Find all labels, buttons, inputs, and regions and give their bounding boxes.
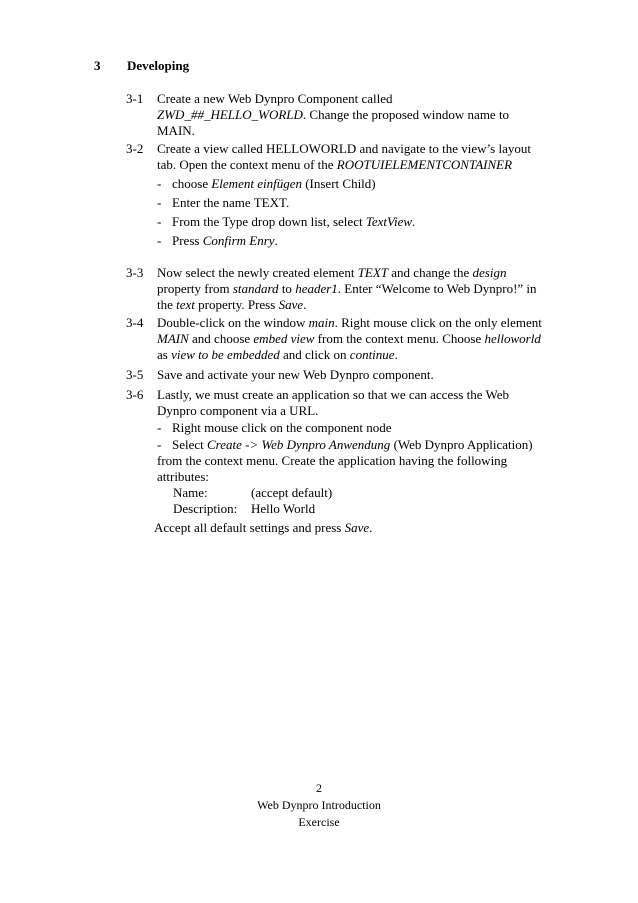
step-number: 3-5 (126, 367, 144, 382)
attribute-key: Description: (173, 501, 238, 516)
bullet-dash: - (157, 233, 162, 248)
step-line-emphasis: design (472, 265, 507, 280)
sub-step-emphasis: TextView (365, 214, 413, 229)
step-line-text: and choose (188, 331, 254, 346)
step-line-text: MAIN. (157, 123, 195, 138)
step-list (126, 91, 556, 536)
footer-title: Web Dynpro Introduction (257, 798, 381, 812)
section-number: 3 (94, 58, 101, 73)
step-line-text: tab. Open the context menu of the (157, 157, 337, 172)
step-line (157, 157, 556, 173)
step-line-text: the (157, 297, 177, 312)
bullet-dash: - (157, 214, 162, 229)
step-line-emphasis: header1 (295, 281, 338, 296)
step-line (157, 469, 556, 485)
step-number: 3-1 (126, 91, 144, 106)
bullet-dash: - (157, 176, 162, 191)
step-line-text: Double-click on the window (157, 315, 309, 330)
step-line-emphasis: standard (232, 281, 279, 296)
sub-step-text: . (274, 233, 278, 248)
step-line-emphasis: embed view (253, 331, 315, 346)
step-line-emphasis: helloworld (484, 331, 541, 346)
sub-step-emphasis: Confirm Enry (202, 233, 275, 248)
step-line-text: . (394, 347, 398, 362)
step-line-text: . Right mouse click on the only element (334, 315, 542, 330)
step-3-4 (126, 315, 556, 363)
step-line-emphasis: text (176, 297, 195, 312)
sub-step (157, 195, 556, 211)
bullet-dash: - (157, 195, 162, 210)
step-line-text: from the context menu. Choose (314, 331, 485, 346)
sub-step-text: From the Type drop down list, select (172, 214, 366, 229)
sub-step (157, 214, 556, 230)
step-number: 3-6 (126, 387, 144, 402)
step-3-6 (126, 387, 556, 536)
step-line-text: from the context menu. Create the application having the following (157, 453, 508, 468)
sub-step-text: (Insert Child) (301, 176, 376, 191)
sub-step-emphasis: Element einfügen (211, 176, 302, 191)
step-3-3 (126, 265, 556, 313)
step-line (157, 123, 556, 139)
attribute-key: Name: (173, 485, 208, 500)
sub-step-text: choose (172, 176, 212, 191)
step-line-emphasis: view to be embedded (171, 347, 280, 362)
attribute-row (157, 485, 556, 501)
step-line-emphasis: ZWD_##_HELLO_WORLD (157, 107, 303, 122)
closing-line (154, 520, 556, 536)
sub-step-emphasis: Create -> Web Dynpro Anwendung (207, 437, 391, 452)
step-line-text: and click on (279, 347, 350, 362)
sub-step-text: (Web Dynpro Application) (390, 437, 533, 452)
step-line (157, 315, 556, 331)
step-line-text: Save and activate your new Web Dynpro component. (157, 367, 434, 382)
sub-step (157, 420, 556, 436)
step-line-text: . Change the proposed window name to (302, 107, 510, 122)
sub-step-text: . (412, 214, 416, 229)
sub-step-text: Enter the name TEXT. (172, 195, 290, 210)
step-line (157, 367, 556, 383)
bullet-dash: - (157, 437, 162, 452)
step-line (157, 331, 556, 347)
step-line (157, 265, 556, 281)
step-line (157, 403, 556, 419)
step-line (157, 387, 556, 403)
sub-step (157, 233, 556, 249)
step-line (157, 141, 556, 157)
step-line-emphasis: MAIN (157, 331, 189, 346)
sub-step-text: Press (172, 233, 203, 248)
step-number: 3-3 (126, 265, 144, 280)
step-line (157, 281, 556, 297)
step-number: 3-4 (126, 315, 144, 330)
attribute-value: Hello World (251, 501, 316, 516)
sub-step-text: Right mouse click on the component node (172, 420, 392, 435)
attribute-value: (accept default) (251, 485, 333, 500)
step-line-emphasis: ROOTUIELEMENTCONTAINER (336, 157, 513, 172)
step-line-text: . Enter “Welcome to Web Dynpro!” in (337, 281, 537, 296)
step-line (157, 91, 556, 107)
page-footer (0, 780, 638, 831)
step-line-text: to (278, 281, 296, 296)
step-line-emphasis: TEXT (357, 265, 389, 280)
step-line (157, 107, 556, 123)
step-line (157, 453, 556, 469)
step-line-emphasis: continue (349, 347, 395, 362)
step-line-emphasis: main (308, 315, 335, 330)
step-line-text: Create a new Web Dynpro Component called (157, 91, 393, 106)
step-3-2 (126, 141, 556, 249)
sub-step-text: Select (172, 437, 208, 452)
step-line-text: Lastly, we must create an application so that we can access the Web (157, 387, 509, 402)
footer-subtitle: Exercise (298, 815, 340, 829)
step-line-text: and change the (388, 265, 473, 280)
attribute-row (157, 501, 556, 517)
step-line-text: property from (157, 281, 233, 296)
step-line-text: as (157, 347, 172, 362)
closing-line-text: Accept all default settings and press (154, 520, 345, 535)
closing-line-text: . (369, 520, 373, 535)
step-line-emphasis: Save (278, 297, 304, 312)
step-line-text: . (303, 297, 307, 312)
step-line (157, 347, 556, 363)
section-title: Developing (127, 58, 190, 73)
step-line-text: Dynpro component via a URL. (157, 403, 319, 418)
step-3-5 (126, 367, 556, 383)
step-line-text: Now select the newly created element (157, 265, 358, 280)
sub-step (157, 176, 556, 192)
step-line-text: Create a view called HELLOWORLD and navigate to the view’s layout (157, 141, 531, 156)
step-line (157, 297, 556, 313)
bullet-dash: - (157, 420, 162, 435)
closing-line-emphasis: Save (344, 520, 370, 535)
step-3-1 (126, 91, 556, 139)
step-line-text: property. Press (194, 297, 279, 312)
page-number: 2 (316, 781, 322, 795)
step-number: 3-2 (126, 141, 144, 156)
step-line-text: attributes: (157, 469, 209, 484)
sub-step (157, 437, 556, 453)
